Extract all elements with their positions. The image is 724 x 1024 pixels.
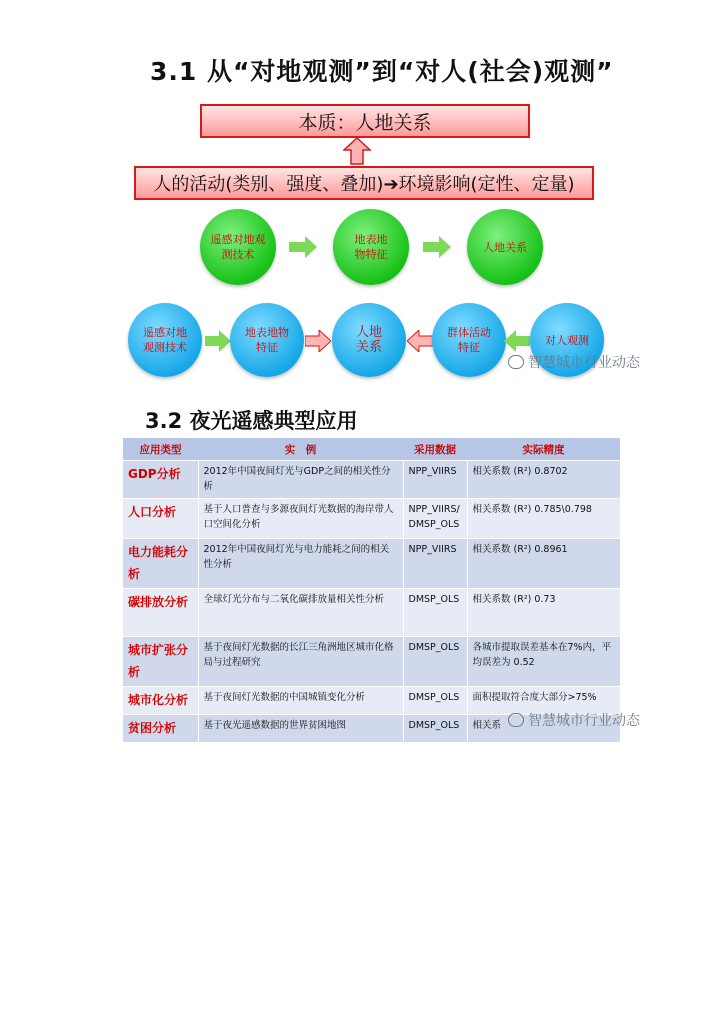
cell-accuracy: 相关系 [467,715,620,743]
table-row [123,539,620,589]
cell-example: 基于夜间灯光数据的中国城镇变化分析 [198,687,403,715]
cell-data: DMSP_OLS [403,589,467,637]
section-title-3-2: 3.2 夜光遥感典型应用 [145,409,358,433]
cell-type: 碳排放分析 [123,589,198,637]
cell-data: DMSP_OLS [403,687,467,715]
cell-type: 电力能耗分析 [123,539,198,589]
header-example: 实 例 [198,438,403,461]
cell-example: 基于夜间灯光数据的长江三角洲地区城市化格局与过程研究 [198,637,403,687]
circle-human-land-2: 人地关系 [332,303,406,377]
header-type: 应用类型 [123,438,198,461]
left-arrow-icon [504,330,530,352]
cell-example: 全球灯光分布与二氧化碳排放量相关性分析 [198,589,403,637]
right-arrow-icon [289,236,317,258]
cell-type: GDP分析 [123,461,198,499]
cell-data: NPP_VIIRS/ DMSP_OLS [403,499,467,539]
table-row [123,499,620,539]
watermark-2: 智慧城市行业动态 [508,710,640,730]
cell-example: 基于夜光遥感数据的世界贫困地图 [198,715,403,743]
left-arrow-icon [407,330,433,352]
activity-box: 人的活动(类别、强度、叠加)➔环境影响(定性、定量) [134,166,594,200]
cell-accuracy: 相关系数 (R²) 0.8702 [467,461,620,499]
cell-accuracy: 相关系数 (R²) 0.8961 [467,539,620,589]
cell-example: 2012年中国夜间灯光与GDP之间的相关性分析 [198,461,403,499]
right-arrow-icon [423,236,451,258]
circle-human-observation: 对人观测 [530,303,604,377]
cell-data: NPP_VIIRS [403,461,467,499]
cell-type: 城市化分析 [123,687,198,715]
circle-remote-sensing-2: 遥感对地观测技术 [128,303,202,377]
table-row [123,589,620,637]
up-arrow-icon [343,137,371,165]
cell-type: 贫困分析 [123,715,198,743]
cell-data: DMSP_OLS [403,637,467,687]
wechat-icon [508,355,524,369]
essence-box: 本质：人地关系 [200,104,530,138]
circle-surface-features: 地表地物特征 [333,209,409,285]
right-arrow-icon [305,330,331,352]
cell-data: NPP_VIIRS [403,539,467,589]
circle-group-activity: 群体活动特征 [432,303,506,377]
table-row [123,461,620,499]
cell-data: DMSP_OLS [403,715,467,743]
table-row [123,637,620,687]
cell-accuracy: 各城市提取误差基本在7%内，平均误差为 0.52 [467,637,620,687]
watermark: 智慧城市行业动态 [508,352,640,372]
applications-table [123,438,620,742]
circle-surface-features-2: 地表地物特征 [230,303,304,377]
cell-type: 城市扩张分析 [123,637,198,687]
cell-accuracy: 面积提取符合度大部分>75% [467,687,620,715]
circle-human-land: 人地关系 [467,209,543,285]
header-accuracy: 实际精度 [467,438,620,461]
right-arrow-icon [205,330,231,352]
section-title-3-1: 3.1 从“对地观测”到“对人(社会)观测” [150,57,614,86]
cell-accuracy: 相关系数 (R²) 0.73 [467,589,620,637]
circle-remote-sensing: 遥感对地观测技术 [200,209,276,285]
header-data: 采用数据 [403,438,467,461]
wechat-icon [508,713,524,727]
cell-type: 人口分析 [123,499,198,539]
cell-example: 2012年中国夜间灯光与电力能耗之间的相关性分析 [198,539,403,589]
cell-accuracy: 相关系数 (R²) 0.785\0.798 [467,499,620,539]
cell-example: 基于人口普查与多源夜间灯光数据的海岸带人口空间化分析 [198,499,403,539]
